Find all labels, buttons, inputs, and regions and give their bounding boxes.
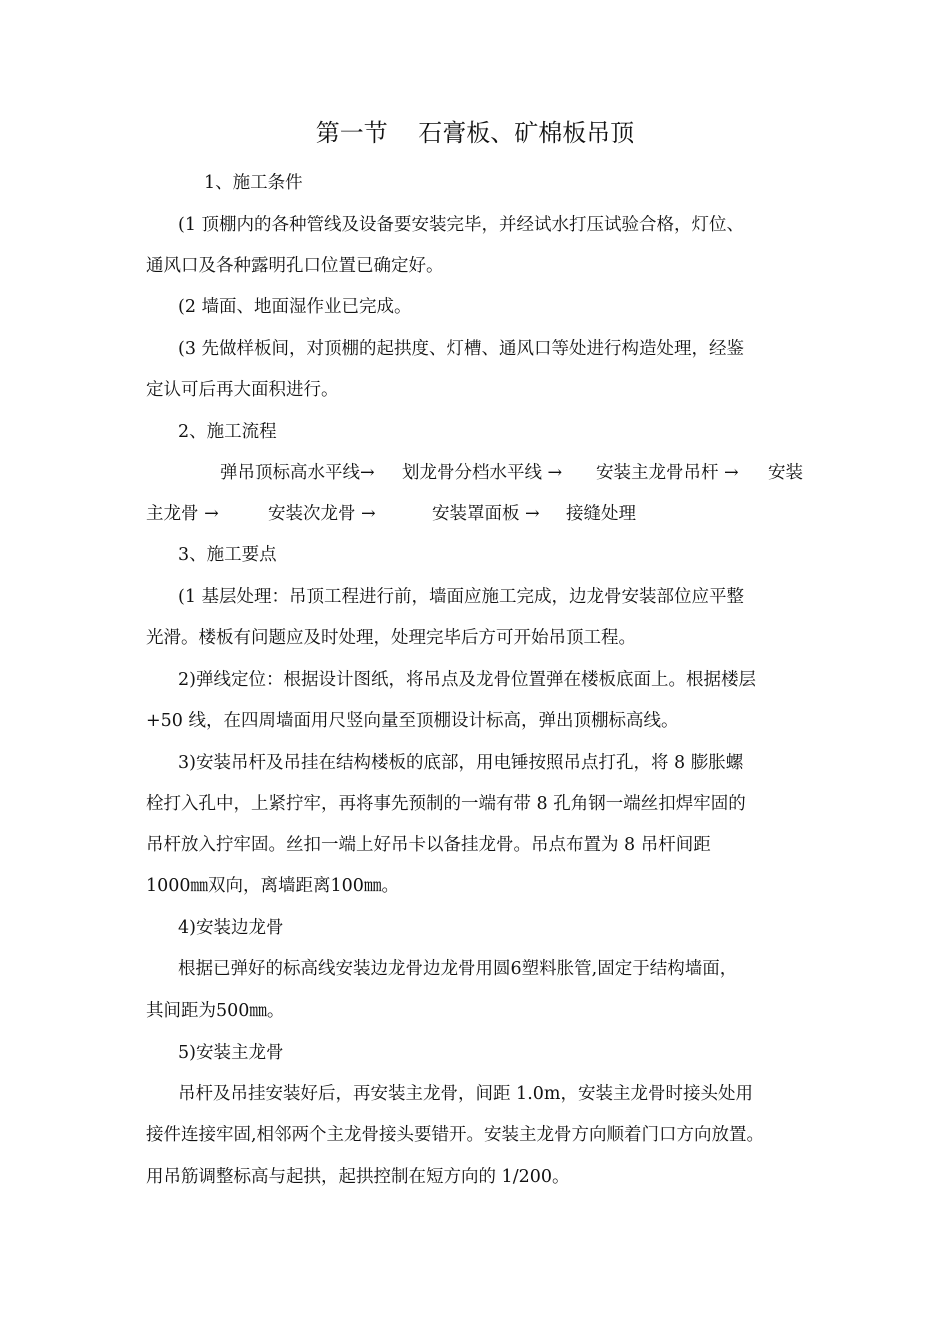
section-title: 第一节 石膏板、矿棉板吊顶 [315,119,635,147]
flow-step-5: 安装次龙骨 → [268,504,376,524]
point-4-heading: 4)安装边龙骨 [178,918,284,938]
flow-step-2: 划龙骨分档水平线 → [402,463,563,483]
point-2-line-1: 2)弹线定位：根据设计图纸，将吊点及龙骨位置弹在楼板底面上。根据楼层 [178,670,756,690]
flow-step-1: 弹吊顶标高水平线→ [220,463,375,483]
point-3-line-2: 栓打入孔中，上紧拧牢，再将事先预制的一端有带 8 孔角钢一端丝扣焊牢固的 [146,794,746,814]
flow-step-4-part-2: 主龙骨 → [146,504,219,524]
heading-construction-points: 3、施工要点 [178,545,277,565]
point-5-line-3: 用吊筋调整标高与起拱，起拱控制在短方向的 1/200。 [146,1167,570,1187]
point-1-line-2: 光滑。楼板有问题应及时处理，处理完毕后方可开始吊顶工程。 [146,628,636,648]
point-4-line-2: 其间距为500㎜。 [146,1001,285,1021]
point-2-line-2: +50 线，在四周墙面用尺竖向量至顶棚设计标高，弹出顶棚标高线。 [146,711,679,731]
point-5-line-1: 吊杆及吊挂安装好后，再安装主龙骨，间距 1.0m，安装主龙骨时接头处用 [178,1084,753,1104]
heading-construction-flow: 2、施工流程 [178,422,277,442]
flow-step-3: 安装主龙骨吊杆 → [596,463,739,483]
flow-step-6: 安装罩面板 → [432,504,540,524]
flow-step-7: 接缝处理 [566,504,636,524]
point-5-heading: 5)安装主龙骨 [178,1043,284,1063]
point-3-line-4: 1000㎜双向，离墙距离100㎜。 [146,876,399,896]
paragraph-condition-3-line-2: 定认可后再大面积进行。 [146,380,339,400]
paragraph-condition-1-line-1: (1 顶棚内的各种管线及设备要安装完毕，并经试水打压试验合格，灯位、 [178,215,745,235]
point-4-line-1: 根据已弹好的标高线安装边龙骨边龙骨用圆6塑料胀管,固定于结构墙面， [178,959,738,979]
flow-step-4-part-1: 安装 [768,463,803,483]
point-1-line-1: (1 基层处理：吊顶工程进行前，墙面应施工完成，边龙骨安装部位应平整 [178,587,745,607]
heading-construction-conditions: 1、施工条件 [204,173,303,193]
point-3-line-1: 3)安装吊杆及吊挂在结构楼板的底部，用电锤按照吊点打孔，将 8 膨胀螺 [178,753,744,773]
paragraph-condition-1-line-2: 通风口及各种露明孔口位置已确定好。 [146,256,444,276]
point-5-line-2: 接件连接牢固,相邻两个主龙骨接头要错开。安装主龙骨方向顺着门口方向放置。 [146,1125,765,1145]
point-3-line-3: 吊杆放入拧牢固。丝扣一端上好吊卡以备挂龙骨。吊点布置为 8 吊杆间距 [146,835,711,855]
paragraph-condition-3-line-1: (3 先做样板间，对顶棚的起拱度、灯槽、通风口等处进行构造处理，经鉴 [178,339,745,359]
paragraph-condition-2: (2 墙面、地面湿作业已完成。 [178,297,412,317]
